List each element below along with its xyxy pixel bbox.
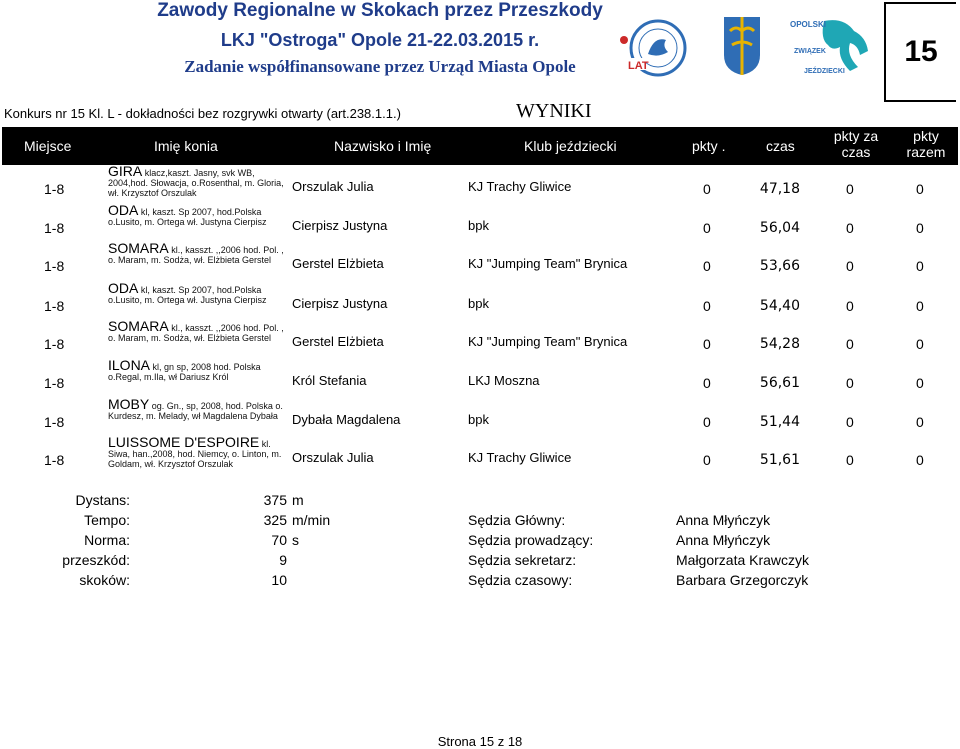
rider-cell: Gerstel Elżbieta: [292, 334, 384, 349]
time-points-cell: 0: [846, 336, 854, 352]
page-footer: Strona 15 z 18: [437, 734, 523, 749]
horse-details: kl. Siwa, han.,2008, hod. Niemcy, o. Linton, m. Goldam, wł. Krzysztof Orszulak: [108, 439, 282, 469]
horse-details: og. Gn., sp, 2008, hod. Polska o. Kurdesz, m. Melady, wł Magdalena Dybała: [108, 401, 283, 421]
horse-name: GIRA: [108, 163, 143, 179]
horse-cell: [108, 434, 290, 469]
horse-name: SOMARA: [108, 240, 169, 256]
table-header: [2, 127, 958, 165]
judge-name: Anna Młyńczyk: [676, 532, 771, 548]
table-row: [0, 396, 960, 439]
horse-name: ODA: [108, 280, 139, 296]
col-place: Miejsce: [24, 138, 72, 154]
rider-cell: Cierpisz Justyna: [292, 218, 388, 233]
total-cell: 0: [916, 336, 924, 352]
judge-role: Sędzia sekretarz:: [468, 552, 577, 568]
points-cell: 0: [703, 375, 711, 391]
rider-cell: Dybała Magdalena: [292, 412, 401, 427]
rider-cell: Cierpisz Justyna: [292, 296, 388, 311]
horse-name: MOBY: [108, 396, 150, 412]
time-points-cell: 0: [846, 220, 854, 236]
horse-cell: [108, 280, 290, 305]
rider-cell: Król Stefania: [292, 373, 367, 388]
rider-cell: Orszulak Julia: [292, 450, 374, 465]
total-cell: 0: [916, 258, 924, 274]
info-value: 375: [263, 492, 287, 508]
svg-text:LAT: LAT: [628, 60, 649, 72]
time-cell: 54,40: [759, 298, 800, 314]
table-row: [0, 318, 960, 361]
horse-details: kl, kaszt. Sp 2007, hod.Polska o.Lusito, m. Ortega wł. Justyna Cierpisz: [108, 207, 267, 227]
points-cell: 0: [703, 181, 711, 197]
place-cell: 1-8: [44, 336, 65, 352]
info-label: Norma:: [84, 532, 130, 548]
time-cell: 47,18: [759, 181, 800, 197]
horse-name: ODA: [108, 202, 139, 218]
col-time-points: pkty za czas: [833, 128, 879, 160]
table-row: [0, 434, 960, 477]
rider-cell: Orszulak Julia: [292, 179, 374, 194]
club-cell: KJ Trachy Gliwice: [468, 450, 572, 465]
info-label: Tempo:: [84, 512, 130, 528]
place-cell: 1-8: [44, 375, 65, 391]
rider-cell: Gerstel Elżbieta: [292, 256, 384, 271]
place-cell: 1-8: [44, 181, 65, 197]
info-value: 325: [263, 512, 287, 528]
svg-text:ZWIĄZEK: ZWIĄZEK: [794, 48, 826, 55]
horse-cell: [108, 163, 290, 198]
col-time: czas: [766, 138, 795, 154]
horse-cell: [108, 240, 290, 265]
time-cell: 53,66: [759, 258, 800, 274]
horse-cell: [108, 396, 290, 421]
info-unit: s: [292, 532, 299, 548]
points-cell: 0: [703, 298, 711, 314]
horse-details: kl., kasszt. ,,2006 hod. Pol. , o. Maram, m. Sodża, wł. Elżbieta Gerstel: [108, 245, 284, 265]
info-value: 9: [279, 552, 287, 568]
horse-cell: [108, 318, 290, 343]
judge-name: Anna Młyńczyk: [676, 512, 771, 528]
event-title: Zawody Regionalne w Skokach przez Przeszkody: [157, 0, 603, 21]
info-label: Dystans:: [75, 492, 130, 508]
info-unit: m/min: [292, 512, 331, 528]
col-horse: Imię konia: [154, 138, 218, 154]
opole-coat-of-arms: [722, 15, 762, 77]
judge-name: Barbara Grzegorczyk: [676, 572, 809, 588]
competition-name: Konkurs nr 15 Kl. L - dokładności bez rozgrywki otwarty (art.238.1.1.): [4, 106, 401, 121]
total-cell: 0: [916, 220, 924, 236]
total-cell: 0: [916, 414, 924, 430]
horse-details: kl, gn sp, 2008 hod. Polska o.Regal, m.Ila, wł Dariusz Król: [108, 362, 261, 382]
time-cell: 51,44: [759, 414, 800, 430]
judge-role: Sędzia czasowy:: [468, 572, 573, 588]
time-cell: 51,61: [759, 452, 800, 468]
total-cell: 0: [916, 452, 924, 468]
info-label: przeszkód:: [62, 552, 130, 568]
time-points-cell: 0: [846, 258, 854, 274]
time-points-cell: 0: [846, 452, 854, 468]
place-cell: 1-8: [44, 258, 65, 274]
page-number-box: 15: [884, 2, 956, 102]
total-cell: 0: [916, 375, 924, 391]
place-cell: 1-8: [44, 452, 65, 468]
time-cell: 54,28: [759, 336, 800, 352]
club-cell: KJ "Jumping Team" Brynica: [468, 334, 628, 349]
place-cell: 1-8: [44, 298, 65, 314]
place-cell: 1-8: [44, 414, 65, 430]
judge-name: Małgorzata Krawczyk: [676, 552, 810, 568]
funding-note: Zadanie współfinansowane przez Urząd Miasta Opole: [184, 57, 576, 76]
club-cell: bpk: [468, 412, 489, 427]
time-points-cell: 0: [846, 298, 854, 314]
table-row: [0, 280, 960, 323]
table-row: [0, 357, 960, 400]
points-cell: 0: [703, 258, 711, 274]
results-label: WYNIKI: [516, 100, 592, 122]
event-subtitle: LKJ "Ostroga" Opole 21-22.03.2015 r.: [220, 30, 540, 50]
judge-role: Sędzia Główny:: [468, 512, 566, 528]
club-cell: bpk: [468, 296, 489, 311]
horse-name: ILONA: [108, 357, 151, 373]
time-cell: 56,61: [759, 375, 800, 391]
lkj-ostroga-logo: [618, 18, 694, 78]
info-unit: m: [292, 492, 304, 508]
time-points-cell: 0: [846, 375, 854, 391]
club-cell: bpk: [468, 218, 489, 233]
info-value: 10: [271, 572, 287, 588]
table-row: [0, 240, 960, 283]
col-points: pkty .: [692, 138, 726, 154]
points-cell: 0: [703, 414, 711, 430]
club-cell: KJ "Jumping Team" Brynica: [468, 256, 628, 271]
svg-text:JEŹDZIECKI: JEŹDZIECKI: [804, 68, 845, 75]
horse-details: kl., kasszt. ,,2006 hod. Pol. , o. Maram, m. Sodża, wł. Elżbieta Gerstel: [108, 323, 284, 343]
points-cell: 0: [703, 220, 711, 236]
club-cell: KJ Trachy Gliwice: [468, 179, 572, 194]
total-cell: 0: [916, 181, 924, 197]
time-cell: 56,04: [759, 220, 800, 236]
horse-cell: [108, 357, 290, 382]
place-cell: 1-8: [44, 220, 65, 236]
table-row: [0, 202, 960, 245]
table-row: [0, 163, 960, 206]
col-total: pkty razem: [906, 128, 946, 160]
total-cell: 0: [916, 298, 924, 314]
judge-role: Sędzia prowadzący:: [468, 532, 594, 548]
points-cell: 0: [703, 452, 711, 468]
horse-name: SOMARA: [108, 318, 169, 334]
horse-details: kl, kaszt. Sp 2007, hod.Polska o.Lusito, m. Ortega wł. Justyna Cierpisz: [108, 285, 267, 305]
col-rider: Nazwisko i Imię: [334, 138, 432, 154]
club-cell: LKJ Moszna: [468, 373, 540, 388]
horse-name: LUISSOME D'ESPOIRE: [108, 434, 260, 450]
points-cell: 0: [703, 336, 711, 352]
col-club: Klub jeździecki: [524, 138, 617, 154]
time-points-cell: 0: [846, 414, 854, 430]
horse-cell: [108, 202, 290, 227]
svg-text:OPOLSKI: OPOLSKI: [790, 20, 827, 29]
info-label: skoków:: [79, 572, 130, 588]
horse-details: klacz,kaszt. Jasny, svk WB, 2004,hod. Słowacja, o.Rosenthal, m. Gloria, wł. Krzysztof Orszulak: [108, 168, 284, 198]
info-value: 70: [271, 532, 287, 548]
opolski-zwiazek-jezdziecki-logo: [788, 15, 874, 77]
time-points-cell: 0: [846, 181, 854, 197]
